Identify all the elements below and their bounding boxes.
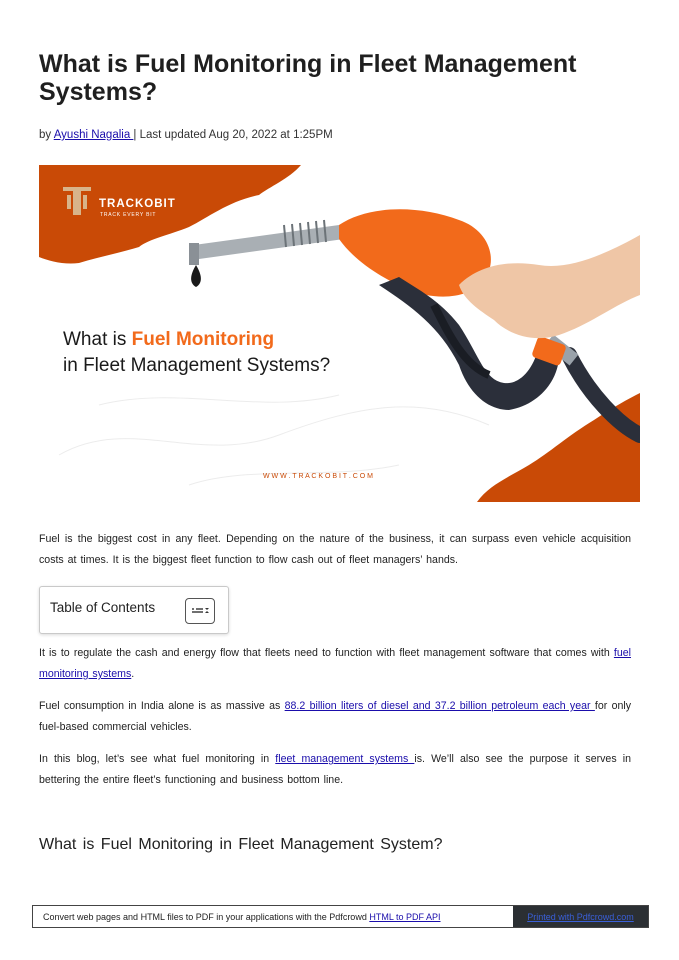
pdfcrowd-footer <box>32 905 649 928</box>
footer-text <box>33 912 513 922</box>
hero-image <box>39 165 640 502</box>
byline <box>39 129 333 141</box>
table-of-contents <box>39 586 229 634</box>
paragraph-2-text: It is to regulate the cash and energy flow that fleets need to function with fleet management software that comes with <box>39 647 614 659</box>
toc-label: Table of Contents <box>50 600 156 615</box>
paragraph-3-text: Fuel consumption in India alone is as massive as <box>39 700 285 712</box>
hero-headline-line2: in Fleet Management Systems? <box>63 355 331 376</box>
article-title: What is Fuel Monitoring in Fleet Management Systems? <box>39 50 577 106</box>
paragraph-2-end: . <box>131 668 135 680</box>
html-to-pdf-api-link[interactable]: HTML to PDF API <box>369 911 441 922</box>
footer-badge <box>513 906 648 927</box>
paragraph-3-end: for only fuel-based commercial vehicles. <box>39 700 631 733</box>
hero-website: W W W . T R A C K O B I T . C O M <box>263 473 373 480</box>
byline-prefix: by <box>39 129 54 141</box>
footer-message: Convert web pages and HTML files to PDF in your applications with the Pdfcrowd <box>43 911 370 922</box>
byline-updated: | Last updated Aug 20, 2022 at 1:25PM <box>133 129 333 141</box>
fleet-management-link[interactable]: fleet management systems <box>275 753 415 765</box>
section-heading: What is Fuel Monitoring in Fleet Management System? <box>39 836 443 853</box>
printed-with-link[interactable]: Printed with Pdfcrowd.com <box>527 911 634 922</box>
intro-paragraph: Fuel is the biggest cost in any fleet. Depending on the nature of the business, it can surpass even vehicle acquisition costs at times. It is the biggest fleet function to flow cash out of fleet managers’ hands. <box>39 533 631 566</box>
paragraph-4 <box>39 749 631 791</box>
paragraph-2 <box>39 643 631 685</box>
hero-tagline: TRACK EVERY BIT <box>100 212 157 218</box>
paragraph-4-text: In this blog, let’s see what fuel monitoring in <box>39 753 276 765</box>
hero-brand: TRACKOBIT <box>99 198 176 210</box>
author-link[interactable]: Ayushi Nagalia <box>53 129 134 141</box>
toc-toggle-button[interactable] <box>185 598 215 624</box>
fuel-monitoring-link[interactable]: fuel monitoring systems <box>39 647 631 680</box>
paragraph-3 <box>39 696 631 738</box>
paragraph-4-end: is. We’ll also see the purpose it serves in bettering the entire fleet’s functioning and business bottom line. <box>39 753 631 786</box>
fuel-consumption-link[interactable]: 88.2 billion liters of diesel and 37.2 billion petroleum each year <box>284 700 595 712</box>
list-toggle-icon <box>186 599 214 623</box>
hero-headline-line1: What is Fuel Monitoring <box>63 329 275 350</box>
